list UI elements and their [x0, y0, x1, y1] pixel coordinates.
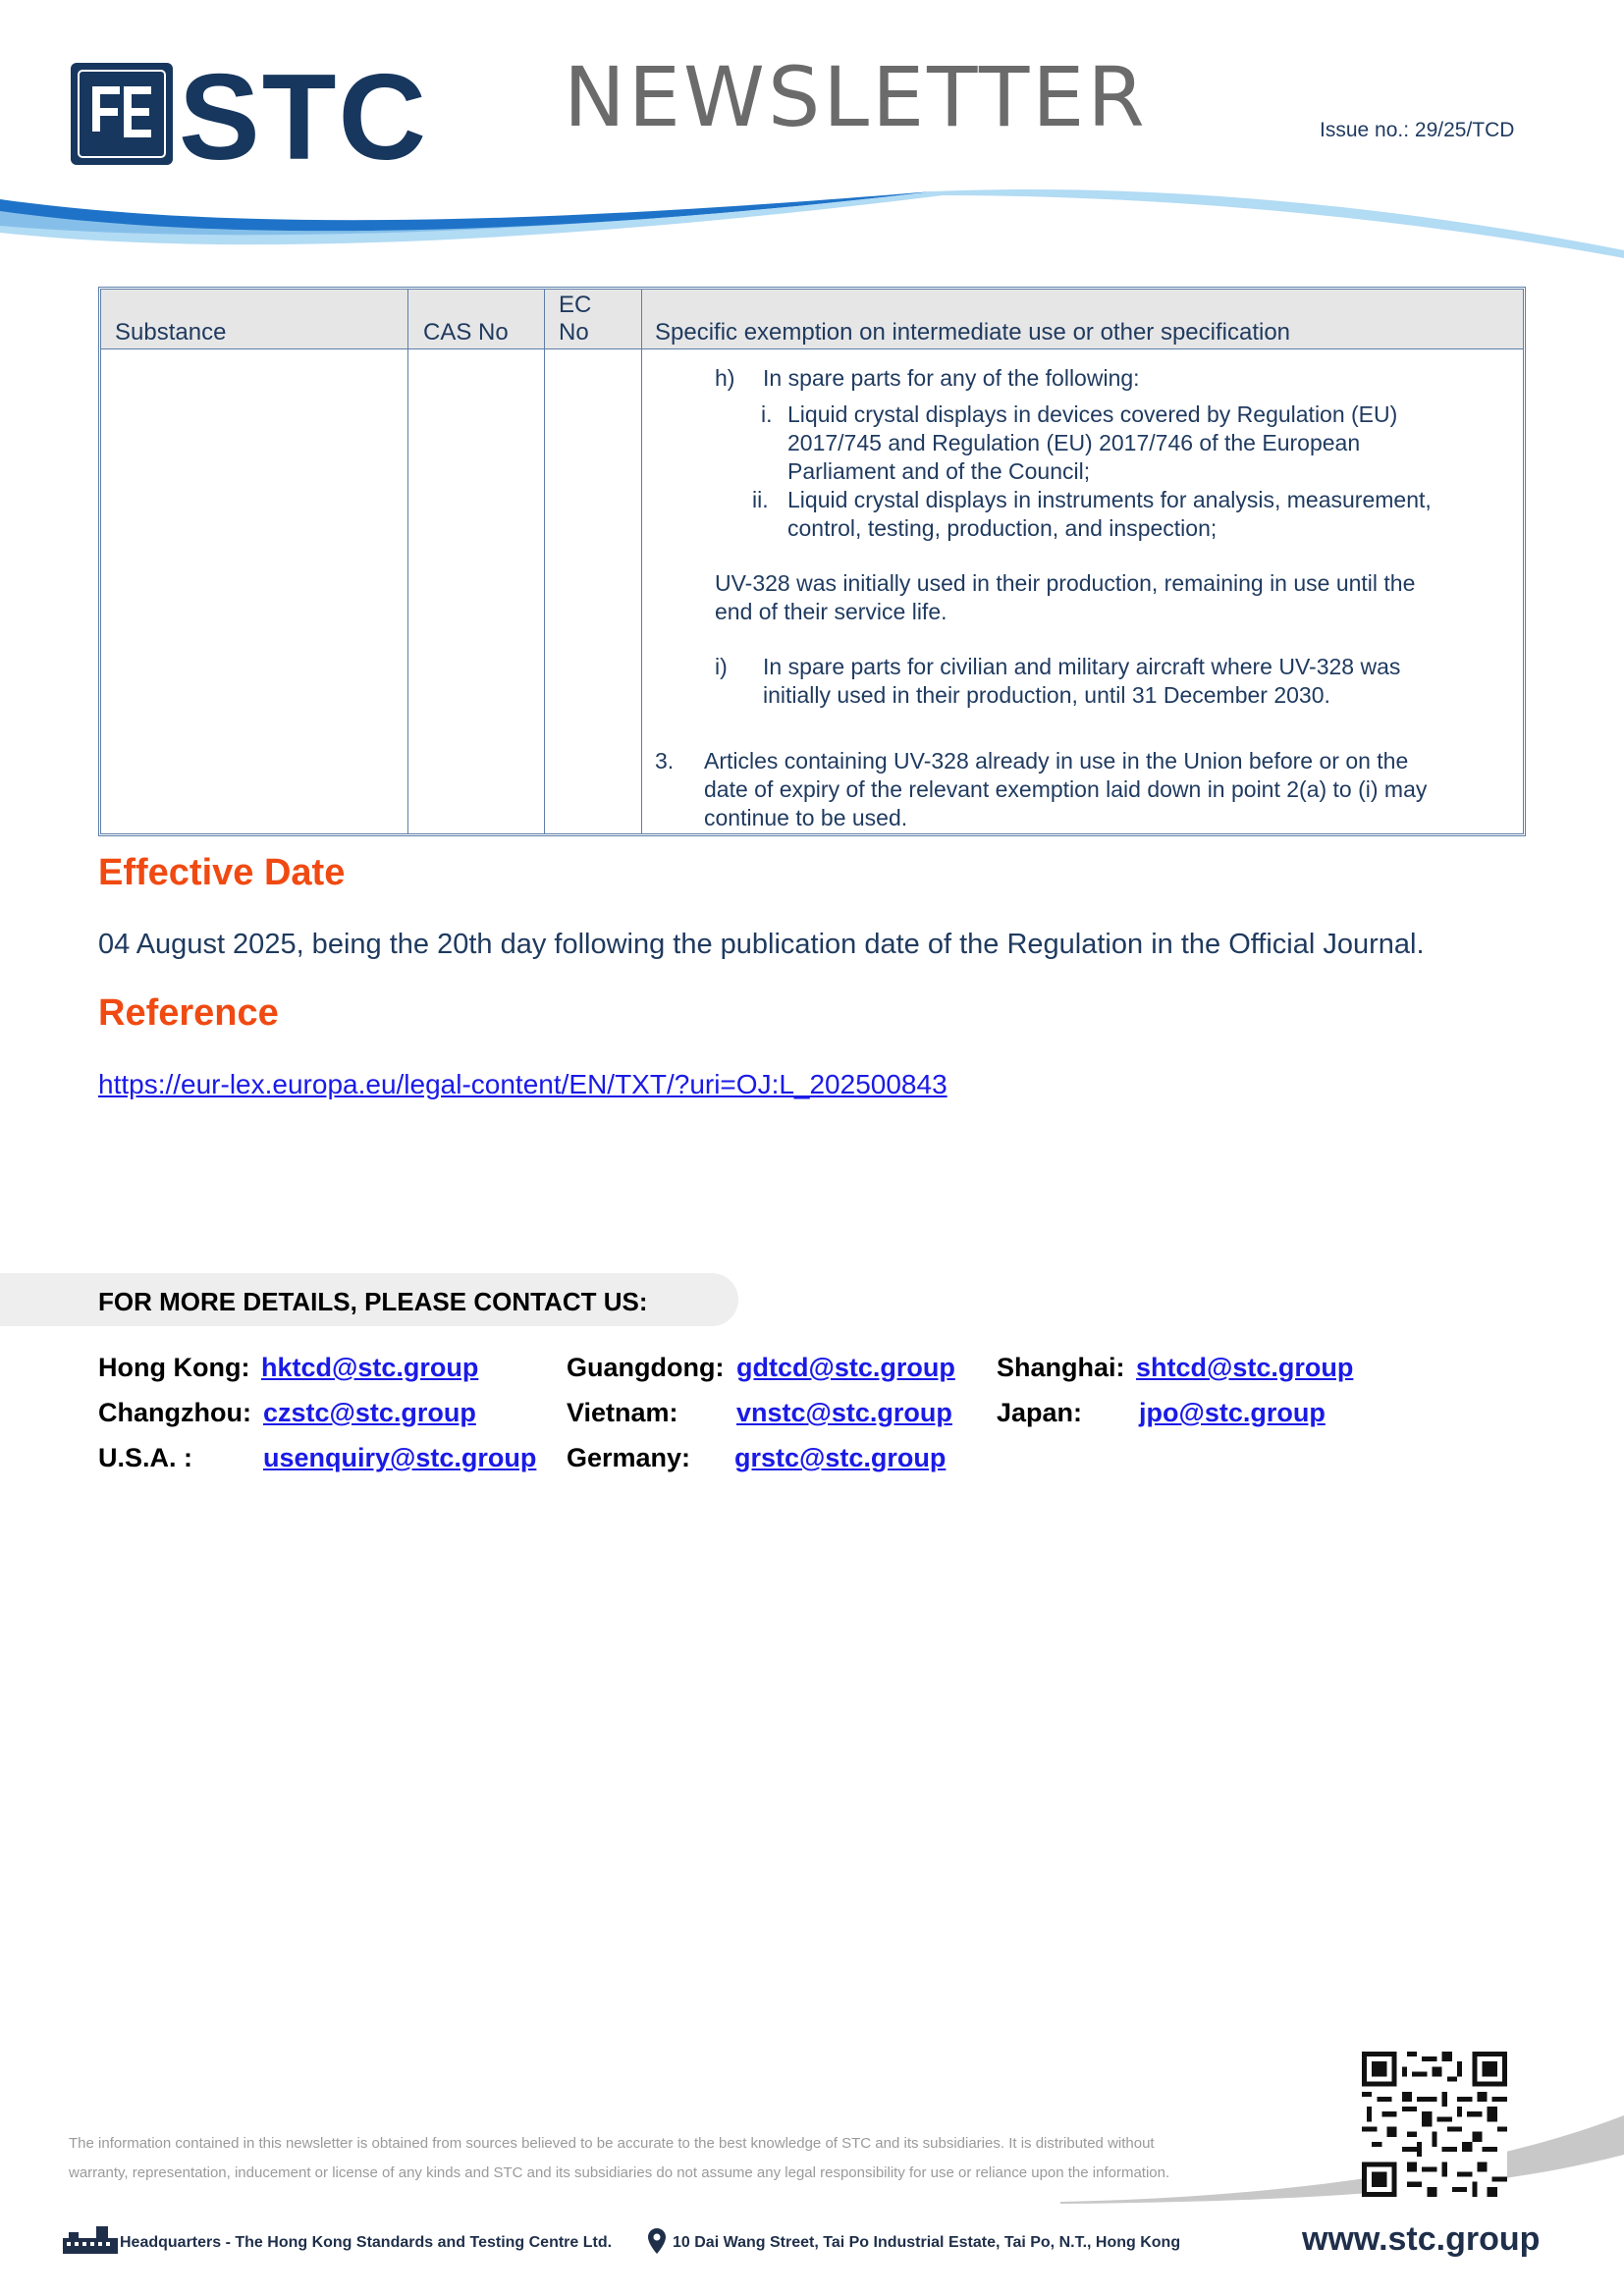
changzhou-label: Changzhou:: [98, 1398, 251, 1427]
japan-email-link[interactable]: jpo@stc.group: [1139, 1398, 1326, 1427]
item-i-line: 2017/745 and Regulation (EU) 2017/746 of the European: [787, 430, 1361, 455]
item-i2-marker: i): [715, 654, 728, 679]
qr-code[interactable]: [1362, 2052, 1507, 2197]
header-ec-line1: EC: [559, 292, 592, 318]
contact-title: FOR MORE DETAILS, PLEASE CONTACT US:: [98, 1287, 648, 1316]
reference-link[interactable]: https://eur-lex.europa.eu/legal-content/EN/TXT/?uri=OJ:L_202500843: [98, 1069, 947, 1099]
header-ec-line2: No: [559, 319, 589, 346]
item-i2-line: initially used in their production, until 31 December 2030.: [763, 682, 1330, 708]
newsletter-title: NEWSLETTER: [564, 49, 1148, 145]
effective-date-heading: Effective Date: [98, 852, 346, 893]
effective-date-text: 04 August 2025, being the 20th day following the publication date of the Regulation in the Official Journal.: [98, 929, 1425, 960]
vietnam-email-link[interactable]: vnstc@stc.group: [736, 1398, 952, 1427]
guangdong-email-link[interactable]: gdtcd@stc.group: [736, 1353, 955, 1382]
column-divider: [544, 290, 545, 833]
uv328-note-line: UV-328 was initially used in their production, remaining in use until the: [715, 570, 1416, 596]
svg-text:STC: STC: [179, 61, 428, 167]
point-3-line: continue to be used.: [704, 805, 908, 830]
germany-email-link[interactable]: grstc@stc.group: [734, 1443, 947, 1472]
point-3-line: date of expiry of the relevant exemption laid down in point 2(a) to (i) may: [704, 776, 1428, 802]
guangdong-label: Guangdong:: [567, 1353, 725, 1382]
usa-email-link[interactable]: usenquiry@stc.group: [263, 1443, 537, 1472]
item-ii-line: Liquid crystal displays in instruments for analysis, measurement,: [787, 487, 1432, 512]
disclaimer-line: warranty, representation, inducement or license of any kinds and STC and its subsidiaries do not assume any legal responsibility for use or reliance upon the information.: [69, 2164, 1170, 2181]
website-link[interactable]: www.stc.group: [1302, 2220, 1541, 2258]
item-i-line: Parliament and of the Council;: [787, 458, 1091, 484]
reference-heading: Reference: [98, 992, 279, 1034]
disclaimer-line: The information contained in this newsletter is obtained from sources believed to be accurate to the best knowledge of STC and its subsidiaries. It is distributed without: [69, 2135, 1155, 2152]
changzhou-email-link[interactable]: czstc@stc.group: [263, 1398, 476, 1427]
germany-label: Germany:: [567, 1443, 691, 1472]
vietnam-label: Vietnam:: [567, 1398, 678, 1427]
header-specification: Specific exemption on intermediate use or other specification: [655, 319, 1291, 346]
shanghai-email-link[interactable]: shtcd@stc.group: [1136, 1353, 1354, 1382]
item-ii-line: control, testing, production, and inspection;: [787, 515, 1218, 541]
uv328-note-line: end of their service life.: [715, 599, 947, 624]
header-swoosh: [0, 182, 1624, 270]
column-divider: [407, 290, 408, 833]
usa-label: U.S.A. :: [98, 1443, 193, 1472]
point-3-line: Articles containing UV-328 already in use in the Union before or on the: [704, 748, 1409, 774]
japan-label: Japan:: [997, 1398, 1083, 1427]
hong-kong-email-link[interactable]: hktcd@stc.group: [261, 1353, 479, 1382]
headquarters-text: Headquarters - The Hong Kong Standards and Testing Centre Ltd.: [120, 2234, 613, 2251]
item-ii-roman: ii.: [752, 487, 769, 512]
item-i2-line: In spare parts for civilian and military aircraft where UV-328 was: [763, 654, 1401, 679]
location-pin-icon: [648, 2228, 666, 2254]
issue-number: Issue no.: 29/25/TCD: [1320, 119, 1515, 141]
hong-kong-label: Hong Kong:: [98, 1353, 250, 1382]
stc-logo: [69, 61, 461, 167]
item-i-line: Liquid crystal displays in devices covered by Regulation (EU): [787, 401, 1398, 427]
item-h-marker: h): [715, 365, 735, 391]
headquarters-building-icon: [63, 2226, 118, 2254]
header-cas: CAS No: [423, 319, 509, 346]
shanghai-label: Shanghai:: [997, 1353, 1125, 1382]
exemption-table: [98, 287, 1526, 836]
column-divider: [641, 290, 642, 833]
point-3-marker: 3.: [655, 748, 675, 774]
item-i-roman: i.: [761, 401, 773, 427]
address-text: 10 Dai Wang Street, Tai Po Industrial Estate, Tai Po, N.T., Hong Kong: [673, 2234, 1181, 2251]
header-substance: Substance: [115, 319, 227, 346]
footer-swoosh: [1060, 2115, 1624, 2204]
item-h-text: In spare parts for any of the following:: [763, 365, 1140, 391]
